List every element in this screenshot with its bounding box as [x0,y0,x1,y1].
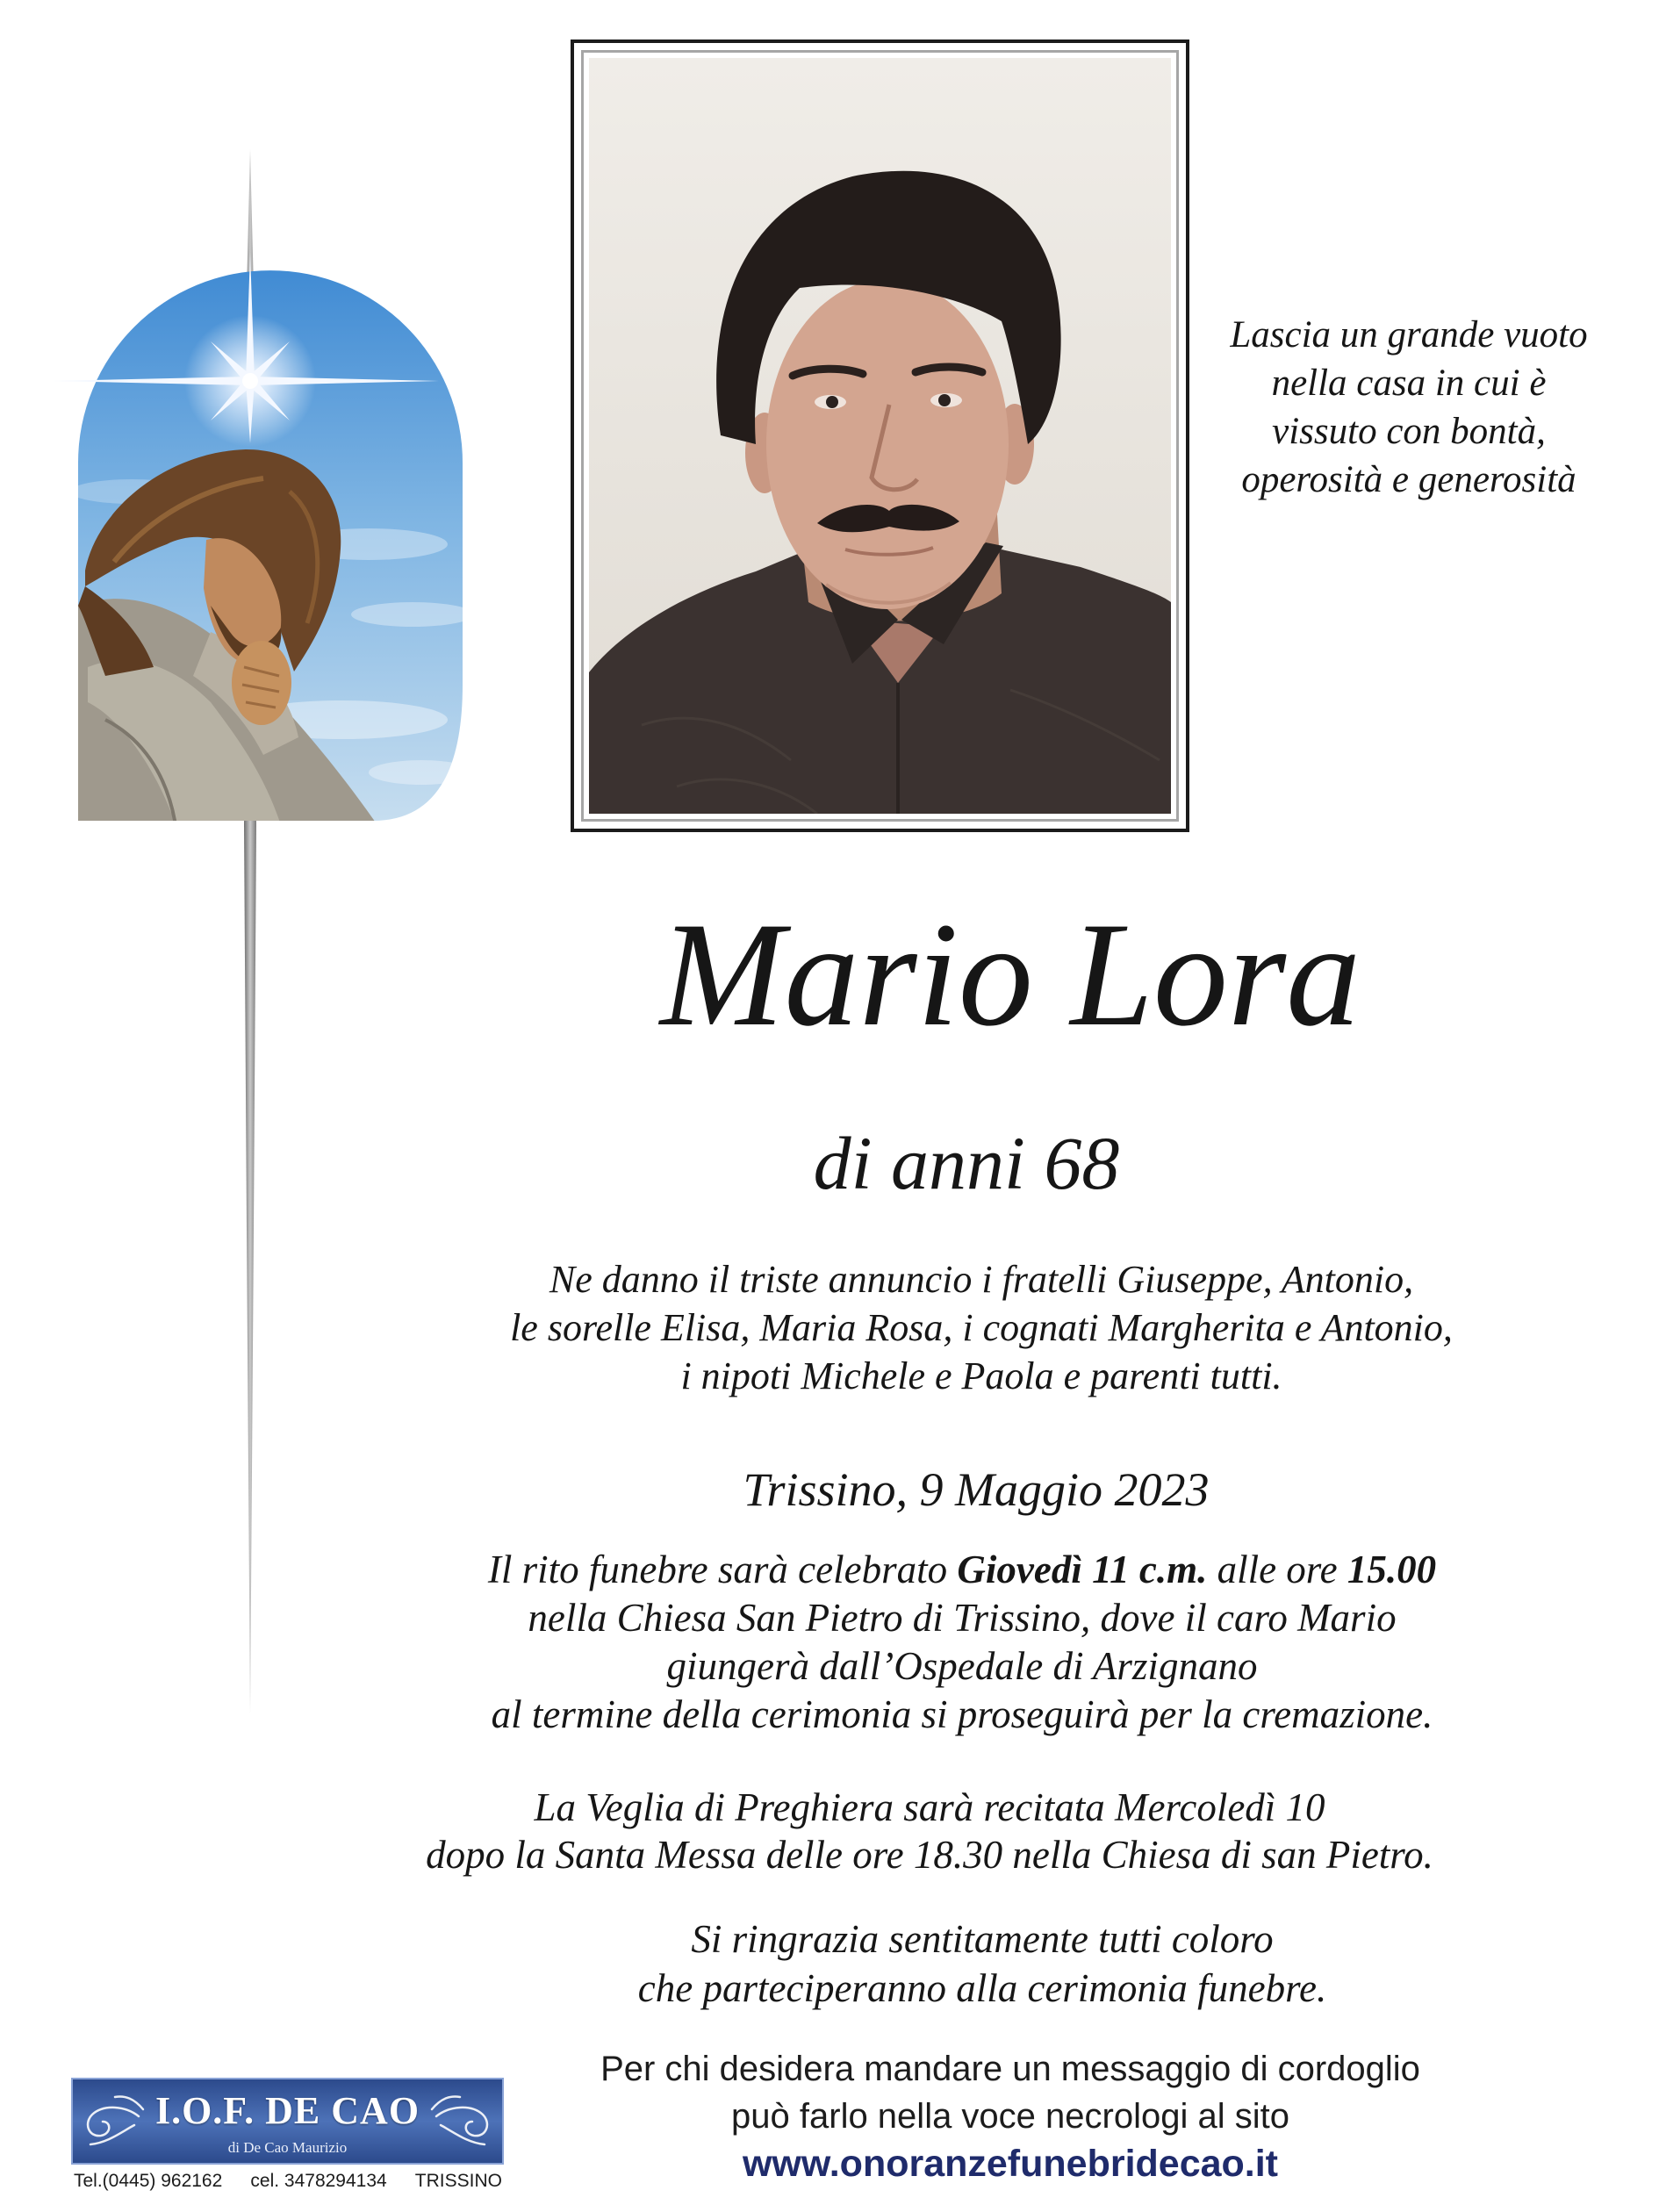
town-name: TRISSINO [414,2171,502,2191]
phone-number: Tel.(0445) 962162 [74,2171,223,2191]
quote-line: nella casa in cui è [1271,363,1547,404]
quote-line: operosità e generosità [1241,459,1576,500]
funeral-home-logo [71,2078,504,2165]
deceased-name: Mario Lora [659,892,1361,1057]
thanks-line: Si ringrazia sentitamente tutti coloro [691,1917,1274,1961]
thanks-line: che parteciperanno alla cerimonia funebre. [637,1966,1327,2010]
vigil-line: dopo la Santa Messa delle ore 18.30 nella Chiesa di san Pietro. [426,1833,1433,1877]
funeral-day: Giovedì 11 c.m. [957,1548,1208,1591]
memorial-quote [1211,311,1606,504]
funeral-rite-line: al termine della cerimonia si proseguirà per la cremazione. [491,1692,1433,1736]
website-link: www.onoranzefunebridecao.it [742,2143,1279,2185]
funeral-home-name: I.O.F. DE CAO [154,2089,420,2132]
quote-line: Lascia un grande vuoto [1230,314,1588,356]
funeral-time: 15.00 [1347,1548,1437,1591]
mobile-number: cel. 3478294134 [250,2171,387,2191]
announcement-line: Ne danno il triste annuncio i fratelli Giuseppe, Antonio, [549,1258,1414,1301]
condolences-info [484,2045,1537,2187]
place-date: Trissino, 9 Maggio 2023 [743,1463,1210,1516]
funeral-rite-line: giungerà dall’Ospedale di Arzignano [666,1644,1258,1688]
condolences-line: Per chi desidera mandare un messaggio di cordoglio [600,2050,1420,2088]
funeral-rite-prefix: Il rito funebre sarà celebrato [487,1548,958,1591]
deceased-age: di anni 68 [813,1121,1120,1205]
thanks-note [368,1914,1597,2013]
vigil-line: La Veglia di Preghiera sarà recitata Mercoledì 10 [534,1785,1325,1829]
condolences-line: può farlo nella voce necrologi al sito [731,2097,1289,2136]
portrait-frame [571,40,1189,832]
announcement-line: le sorelle Elisa, Maria Rosa, i cognati Margherita e Antonio, [510,1306,1453,1349]
funeral-rite [348,1546,1576,1739]
portrait-photo [589,58,1171,814]
religious-emblem [0,0,492,1756]
funeral-rite-middle: alle ore [1207,1548,1347,1591]
quote-line: vissuto con bontà, [1272,411,1546,452]
funeral-rite-line: nella Chiesa San Pietro di Trissino, dove il caro Mario [528,1596,1397,1640]
funeral-home-contacts [74,2170,502,2193]
announcement [367,1255,1596,1400]
announcement-line: i nipoti Michele e Paola e parenti tutti. [680,1354,1282,1397]
funeral-home-owner: di De Cao Maurizio [227,2139,348,2156]
prayer-vigil [315,1784,1544,1878]
funeral-rite-line [348,1546,1576,1594]
